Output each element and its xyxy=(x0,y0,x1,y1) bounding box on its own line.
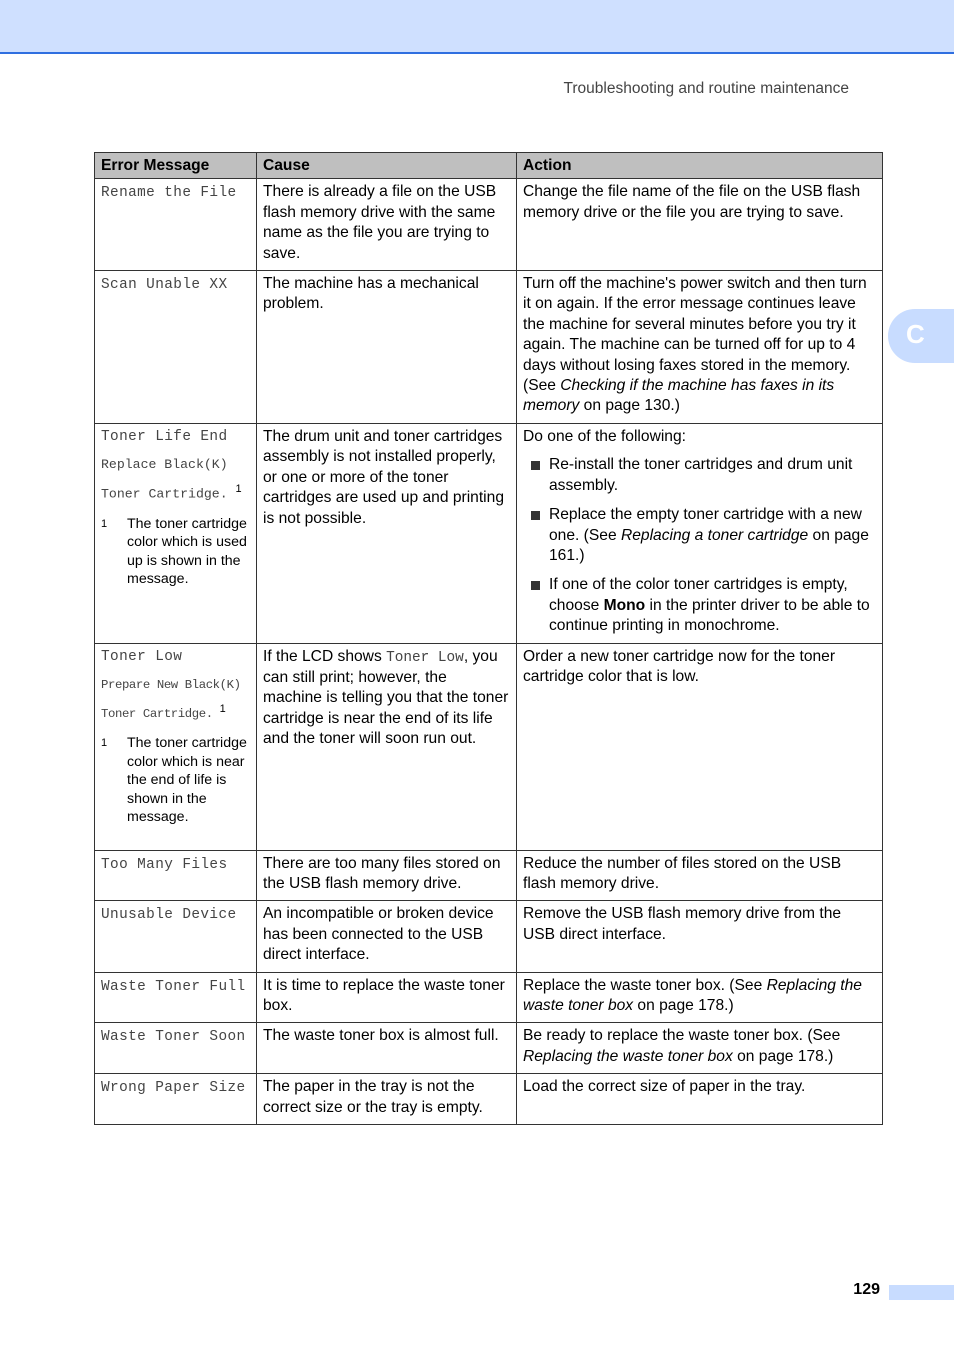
action-cell: Order a new toner cartridge now for the toner cartridge color that is low. xyxy=(517,643,883,850)
table-row xyxy=(95,423,883,643)
error-message-cell xyxy=(95,1074,257,1125)
cross-reference: Replacing a toner cartridge xyxy=(620,526,809,544)
list-item xyxy=(523,575,876,636)
bullet-square-icon xyxy=(531,511,540,520)
error-message-table xyxy=(94,152,883,1125)
action-list xyxy=(523,455,876,636)
error-message-cell xyxy=(95,179,257,271)
error-message: Rename the File xyxy=(101,185,237,202)
list-item-text: If one of the color toner cartridges is empty, choose xyxy=(549,576,848,614)
table-row xyxy=(95,972,883,1023)
footnote xyxy=(101,515,250,589)
error-message: Wrong Paper Size xyxy=(101,1080,246,1097)
action-text: Replace the waste toner box. (See xyxy=(523,976,767,994)
footnote-text: The toner cartridge color which is near the end of life is shown in the message. xyxy=(127,735,247,826)
cause-cell: The drum unit and toner cartridges assembly is not installed properly, or one or more of the toner cartridges are used up and printing is not possible. xyxy=(257,423,517,643)
cause-cell: It is time to replace the waste toner box. xyxy=(257,972,517,1023)
table-row xyxy=(95,1023,883,1074)
cause-cell: The machine has a mechanical problem. xyxy=(257,271,517,424)
list-item-text: in the printer driver to be able to continue printing in monochrome. xyxy=(549,596,870,635)
list-item xyxy=(523,455,876,496)
table-row xyxy=(95,1074,883,1125)
page-reference: on page 130.) xyxy=(579,397,680,415)
action-text: Turn off the machine's power switch and then turn it on again. If the error message continues leave the machine for several minutes before you try it again. The machine can be turned off for up to 4 days without losing faxes stored in the memory. (See xyxy=(523,275,867,395)
cause-cell: The paper in the tray is not the correct size or the tray is empty. xyxy=(257,1074,517,1125)
footnote-number: 1 xyxy=(101,737,108,750)
action-cell: Load the correct size of paper in the tray. xyxy=(517,1074,883,1125)
action-intro: Do one of the following: xyxy=(523,427,686,445)
table-row xyxy=(95,179,883,271)
error-message: Waste Toner Soon xyxy=(101,1029,246,1046)
page-reference: on page 161.) xyxy=(549,526,869,564)
list-item-text: Re-install the toner cartridges and drum unit assembly. xyxy=(549,456,853,494)
error-message-text: Toner Cartridge. xyxy=(101,707,213,722)
table-row xyxy=(95,850,883,901)
cause-text: , you can still print; however, the machine is telling you that the toner cartridge is near the end of its life and the toner will soon run out. xyxy=(263,647,509,748)
table-row xyxy=(95,901,883,972)
error-message-cell xyxy=(95,423,257,643)
action-cell xyxy=(517,972,883,1023)
action-cell: Change the file name of the file on the USB flash memory drive or the file you are trying to save. xyxy=(517,179,883,271)
lcd-message: Toner Low xyxy=(386,649,464,666)
cause-cell: An incompatible or broken device has been connected to the USB direct interface. xyxy=(257,901,517,972)
error-message: Scan Unable XX xyxy=(101,277,228,294)
chapter-tab xyxy=(888,309,954,363)
error-message-cell xyxy=(95,972,257,1023)
action-cell xyxy=(517,271,883,424)
page-reference: on page 178.) xyxy=(633,996,734,1014)
error-message-line: Prepare New Black(K) xyxy=(101,677,241,692)
footnote-marker: 1 xyxy=(219,702,226,715)
table-row xyxy=(95,643,883,850)
error-message-line xyxy=(101,477,250,506)
action-cell xyxy=(517,423,883,643)
cause-cell: There is already a file on the USB flash memory drive with the same name as the file you are trying to save. xyxy=(257,179,517,271)
table-row xyxy=(95,271,883,424)
chapter-tab-label: C xyxy=(906,319,925,349)
error-message-cell xyxy=(95,271,257,424)
error-message: Unusable Device xyxy=(101,907,237,924)
footnote xyxy=(101,734,250,827)
list-item xyxy=(523,505,876,566)
cause-cell: The waste toner box is almost full. xyxy=(257,1023,517,1074)
cause-text: If the LCD shows xyxy=(263,647,387,665)
error-message-cell xyxy=(95,1023,257,1074)
ui-term: Mono xyxy=(603,596,646,614)
column-header-error-message: Error Message xyxy=(95,153,257,179)
footer-bar xyxy=(889,1285,954,1300)
error-message-line: Replace Black(K) xyxy=(101,457,228,473)
action-cell: Reduce the number of files stored on the USB flash memory drive. xyxy=(517,850,883,901)
bullet-square-icon xyxy=(531,581,540,590)
list-item-text: Replace the empty toner cartridge with a new one. (See xyxy=(549,506,862,544)
column-header-cause: Cause xyxy=(257,153,517,179)
error-message-text: Toner Cartridge. xyxy=(101,486,228,502)
footnote-marker: 1 xyxy=(235,483,242,496)
error-message-cell xyxy=(95,850,257,901)
cross-reference: Checking if the machine has faxes in its memory xyxy=(523,377,835,415)
error-message: Waste Toner Full xyxy=(101,978,246,995)
cause-cell: There are too many files stored on the USB flash memory drive. xyxy=(257,850,517,901)
page-reference: on page 178.) xyxy=(732,1047,834,1065)
error-message-line xyxy=(101,697,250,726)
footnote-number: 1 xyxy=(101,517,108,530)
error-message-cell xyxy=(95,643,257,850)
action-cell: Remove the USB flash memory drive from the USB direct interface. xyxy=(517,901,883,972)
action-text: Be ready to replace the waste toner box. (See xyxy=(523,1027,841,1045)
error-message: Too Many Files xyxy=(101,856,228,873)
cross-reference: Replacing the waste toner box xyxy=(523,976,862,1014)
error-message: Toner Low xyxy=(101,648,183,665)
bullet-square-icon xyxy=(531,461,540,470)
cross-reference: Replacing the waste toner box xyxy=(523,1047,733,1065)
error-message: Toner Life End xyxy=(101,428,228,445)
cause-cell xyxy=(257,643,517,850)
column-header-action: Action xyxy=(517,153,883,179)
top-banner xyxy=(0,0,954,54)
action-cell xyxy=(517,1023,883,1074)
running-header: Troubleshooting and routine maintenance xyxy=(563,80,849,97)
error-message-cell xyxy=(95,901,257,972)
footnote-text: The toner cartridge color which is used up is shown in the message. xyxy=(127,515,247,588)
page-number: 129 xyxy=(853,1281,880,1298)
table-header-row xyxy=(95,153,883,179)
